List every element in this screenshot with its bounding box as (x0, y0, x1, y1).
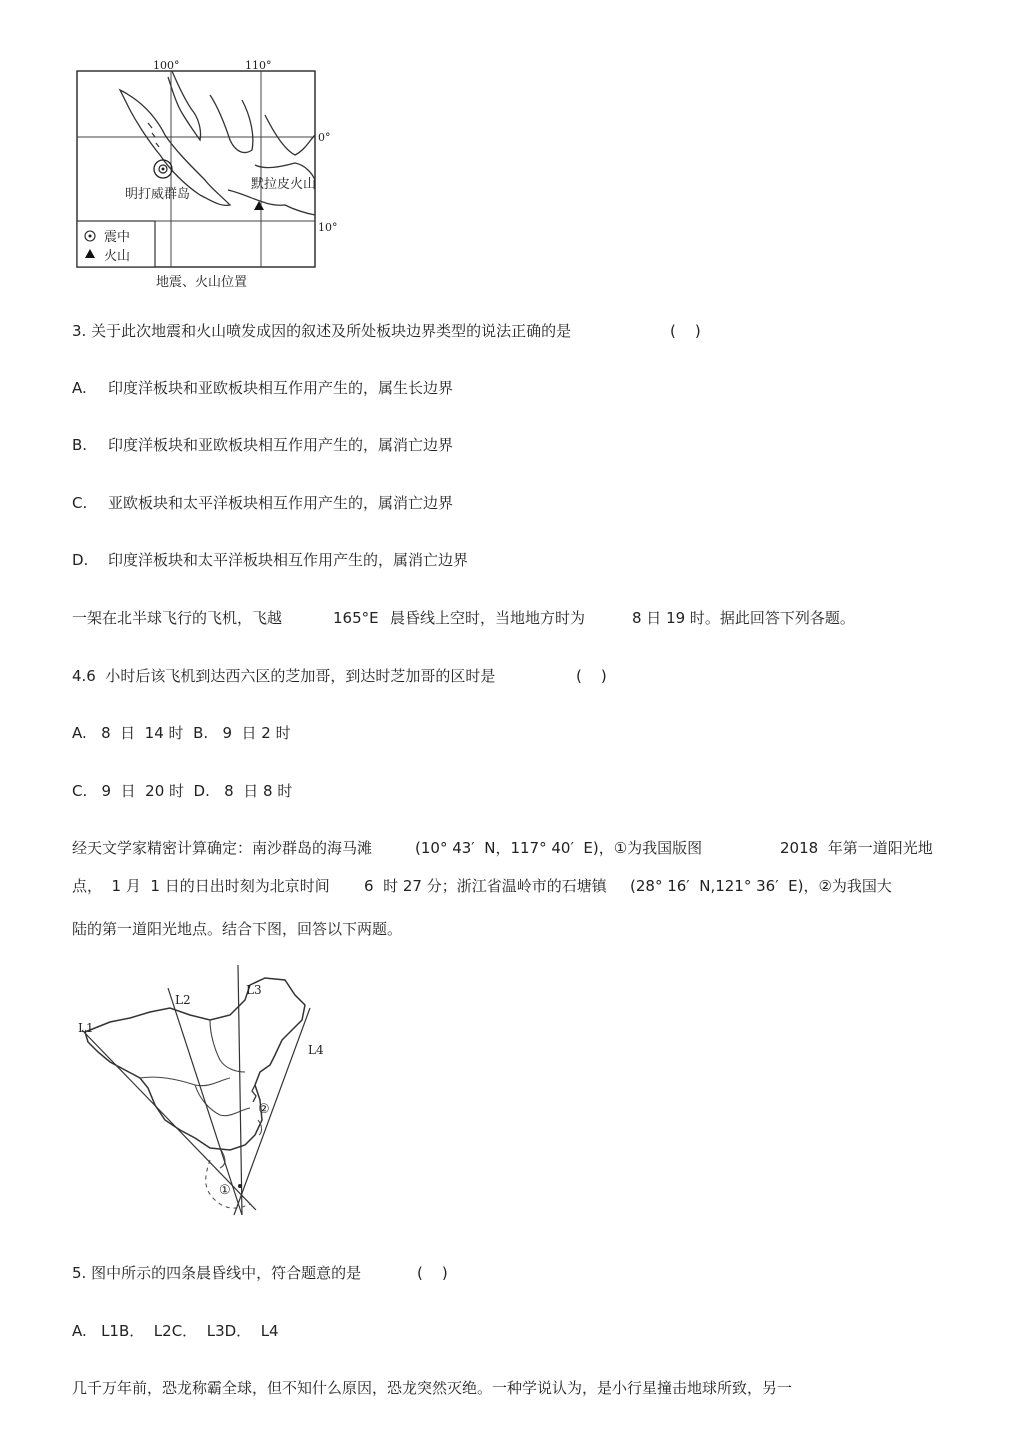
intro4-part1: 一架在北半球飞行的飞机，飞越 (72, 609, 283, 627)
q3-option-a-letter: A. (72, 379, 87, 397)
label-L4: L4 (308, 1043, 324, 1057)
label-L3: L3 (246, 983, 262, 997)
intro5-line3: 陆的第一道阳光地点。结合下图，回答以下两题。 (72, 920, 403, 938)
q5-paren: ( ) (417, 1264, 448, 1282)
q3-option-c-letter: C. (72, 494, 88, 512)
q4-stem: 4.6 小时后该飞机到达西六区的芝加哥，到达时芝加哥的区时是 (72, 667, 496, 685)
intro4-part3: 晨昏线上空时，当地地方时为 (390, 609, 586, 627)
intro5-line1b: (10° 43′ N，117° 40′ E)，①为我国版图 (415, 839, 703, 857)
lat-0-label: 0° (318, 131, 331, 144)
lat-10-label: 10° (318, 221, 338, 234)
islands-label: 明打威群岛 (125, 187, 191, 202)
label-L1: L1 (78, 1021, 94, 1035)
map1-caption: 地震、火山位置 (156, 275, 248, 290)
intro5-line1a: 经天文学家精密计算确定：南沙群岛的海马滩 (72, 839, 373, 857)
china-terminator-map (70, 960, 360, 1225)
intro5-line1c: 2018 年第一道阳光地 (780, 839, 933, 857)
intro5-line2b: 6 时 27 分；浙江省温岭市的石塘镇 (364, 877, 607, 895)
q3-option-a-text: 印度洋板块和亚欧板块相互作用产生的，属生长边界 (108, 379, 454, 397)
q3-option-c-text: 亚欧板块和太平洋板块相互作用产生的，属消亡边界 (108, 494, 454, 512)
lon-100-label: 100° (153, 59, 180, 72)
q3-option-d-text: 印度洋板块和太平洋板块相互作用产生的，属消亡边界 (108, 551, 469, 569)
line-L3 (238, 965, 242, 1215)
intro5-line2c: (28° 16′ N,121° 36′ E)，②为我国大 (630, 877, 892, 895)
volcano-name-label: 默拉皮火山 (251, 177, 317, 192)
lon-110-label: 110° (245, 59, 272, 72)
line-L2 (168, 988, 242, 1215)
dinosaur-paragraph: 几千万年前，恐龙称霸全球，但不知什么原因，恐龙突然灭绝。一种学说认为，是小行星撞击地球所致，另一 (72, 1379, 793, 1397)
q3-paren: ( ) (670, 322, 701, 340)
q3-option-b-text: 印度洋板块和亚欧板块相互作用产生的，属消亡边界 (108, 436, 454, 454)
line-L4 (234, 1008, 310, 1215)
intro4-part4: 8 日 19 时。据此回答下列各题。 (632, 609, 855, 627)
point-2-label: ② (258, 1102, 270, 1117)
legend-epicenter: 震中 (104, 230, 131, 245)
earthquake-volcano-map (60, 55, 360, 295)
q4-paren: ( ) (576, 667, 607, 685)
legend-volcano: 火山 (104, 249, 131, 264)
q4-options-line1: A. 8 日 14 时 B. 9 日 2 时 (72, 724, 291, 742)
intro5-line2a: 点， 1 月 1 日的日出时刻为北京时间 (72, 877, 330, 895)
q3-option-b-letter: B. (72, 436, 88, 454)
q3-stem: 3. 关于此次地震和火山喷发成因的叙述及所处板块边界类型的说法正确的是 (72, 322, 572, 340)
q3-option-d-letter: D. (72, 551, 89, 569)
point-1-label: ① (219, 1183, 231, 1198)
q5-options: A. L1B． L2C． L3D． L4 (72, 1322, 279, 1340)
q4-options-line2: C. 9 日 20 时 D. 8 日 8 时 (72, 782, 293, 800)
q5-stem: 5. 图中所示的四条晨昏线中，符合题意的是 (72, 1264, 362, 1282)
label-L2: L2 (175, 993, 191, 1007)
intro4-part2: 165°E (333, 609, 379, 627)
